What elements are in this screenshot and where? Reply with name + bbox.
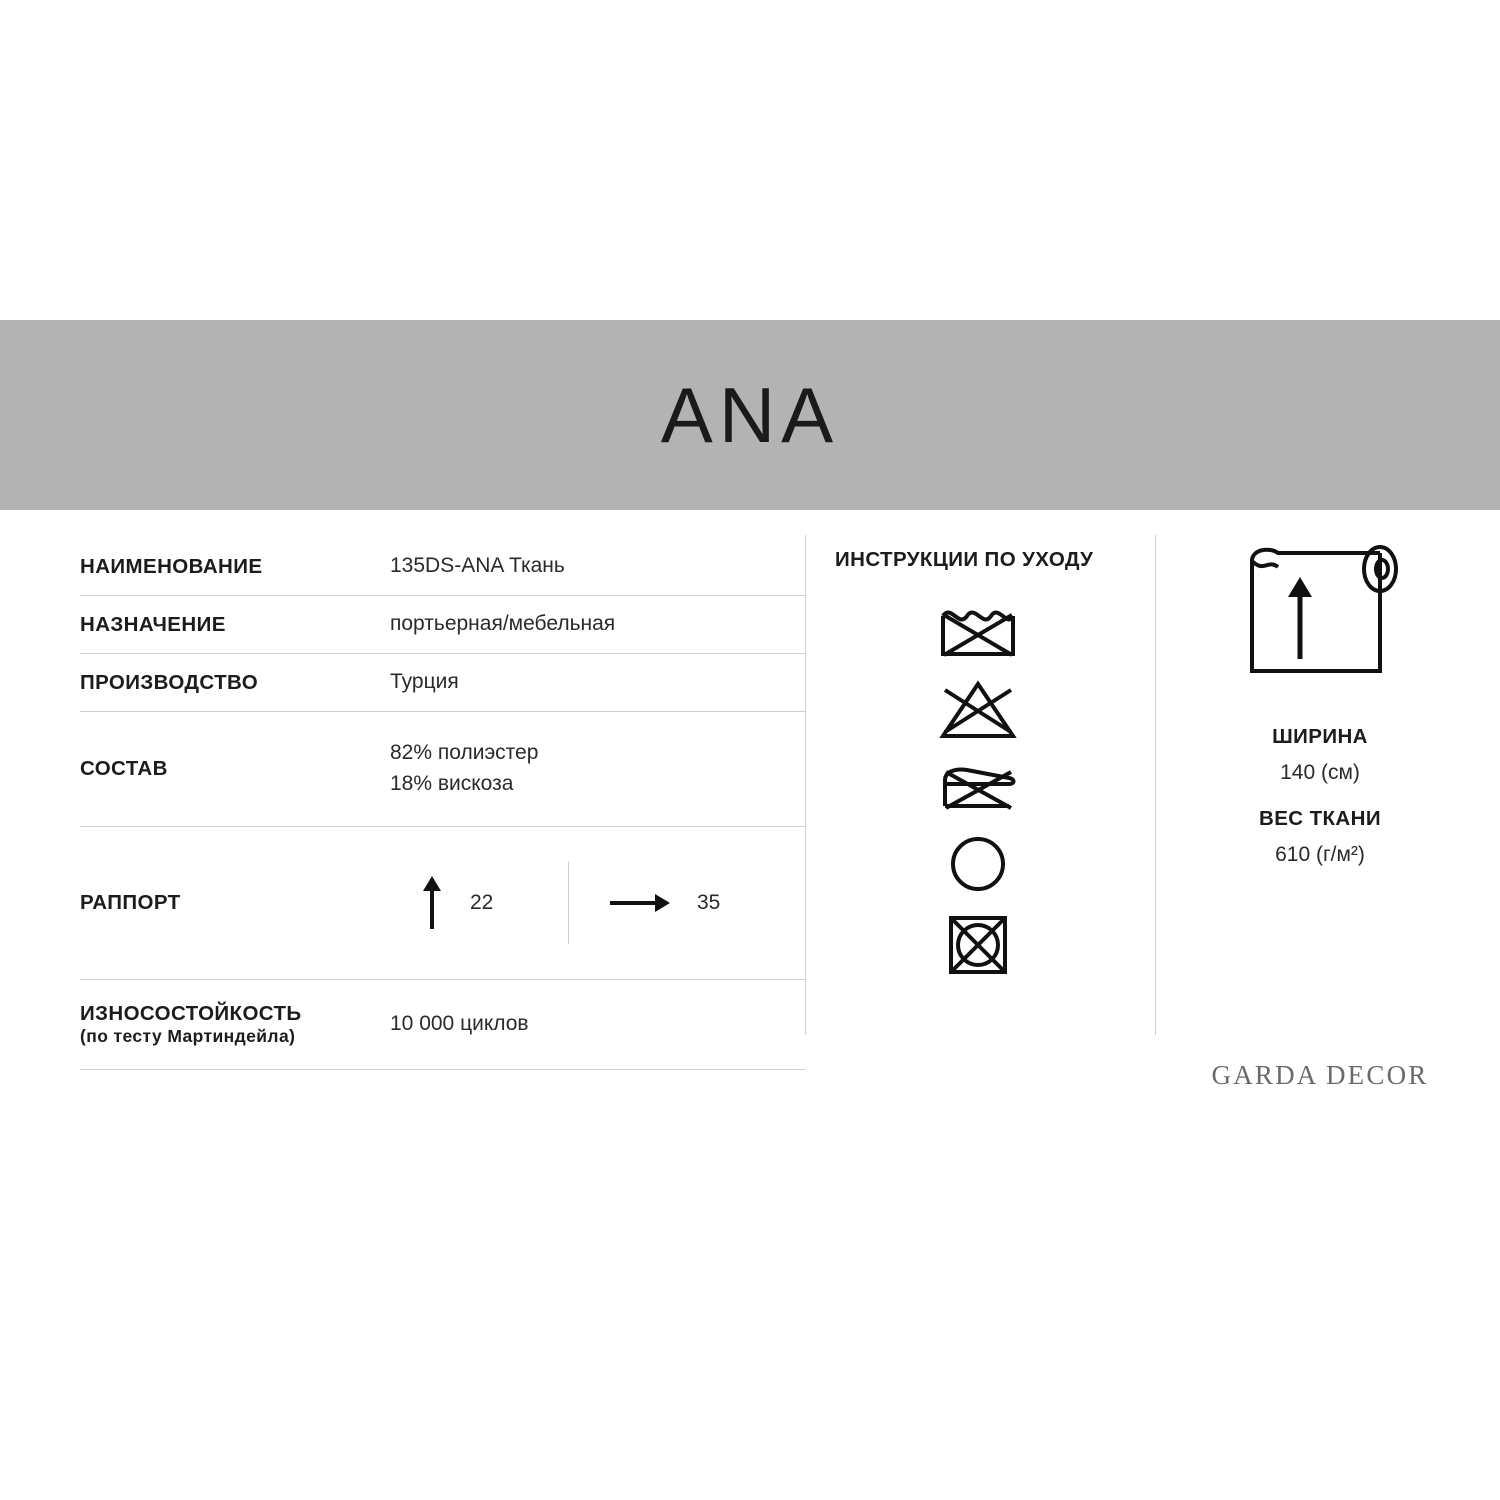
right-arrow-icon (609, 891, 671, 915)
row-value-durability (390, 980, 805, 1070)
divider-vertical-right (1155, 535, 1156, 1035)
fabric-roll-icon (1230, 539, 1410, 699)
up-arrow-icon (420, 875, 444, 931)
rapport-vertical-value: 22 (470, 890, 494, 914)
page-title: ANA (660, 370, 840, 459)
care-icons-list (835, 598, 1135, 978)
table-row (80, 980, 805, 1070)
row-value-production (390, 653, 805, 711)
durability-label-main: ИЗНОСОСТОЙКОСТЬ (80, 1001, 302, 1025)
title-band (0, 320, 1500, 510)
dry-clean-any-solvent-icon (935, 832, 1021, 896)
value-line: 10 000 циклов (390, 1012, 529, 1036)
divider-vertical-left (805, 535, 806, 1035)
rapport-horizontal-value: 35 (697, 890, 721, 914)
rapport-vertical (390, 862, 568, 944)
table-row (80, 595, 805, 653)
specification-table (80, 538, 805, 1070)
table-row (80, 538, 805, 595)
no-machine-wash-icon (935, 598, 1021, 662)
width-label: ШИРИНА (1272, 725, 1368, 748)
width-value: 140 (см) (1280, 761, 1360, 784)
table-row (80, 653, 805, 711)
row-value-rapport (390, 826, 805, 980)
row-value-purpose (390, 595, 805, 653)
fabric-dimensions-section (1190, 535, 1450, 867)
value-line: 82% полиэстер (390, 741, 539, 765)
weight-label: ВЕС ТКАНИ (1259, 807, 1381, 830)
row-label-production: ПРОИЗВОДСТВО (80, 670, 259, 694)
care-instructions-section (835, 548, 1135, 978)
row-label-rapport: РАППОРТ (80, 891, 181, 915)
row-label-name: НАИМЕНОВАНИЕ (80, 554, 263, 578)
weight-value: 610 (г/м²) (1275, 843, 1365, 866)
row-label-purpose: НАЗНАЧЕНИЕ (80, 612, 226, 636)
value-line: 18% вискоза (390, 771, 514, 795)
row-label-composition: СОСТАВ (80, 757, 168, 781)
do-not-bleach-icon (935, 678, 1021, 742)
row-value-composition (390, 712, 805, 827)
row-label-durability (80, 980, 390, 1070)
do-not-iron-icon (935, 758, 1021, 816)
table-row (80, 826, 805, 980)
brand-logo: GARDA DECOR (1211, 1060, 1429, 1090)
do-not-tumble-dry-icon (935, 912, 1021, 978)
durability-label-sub: (по тесту Мартиндейла) (80, 1026, 296, 1047)
table-row (80, 712, 805, 827)
rapport-horizontal (568, 862, 783, 944)
row-value-name (390, 538, 805, 595)
value-line: 135DS-ANA Ткань (390, 554, 565, 578)
care-instructions-title: ИНСТРУКЦИИ ПО УХОДУ (835, 548, 1094, 571)
value-line: портьерная/мебельная (390, 612, 616, 636)
value-line: Турция (390, 670, 459, 694)
